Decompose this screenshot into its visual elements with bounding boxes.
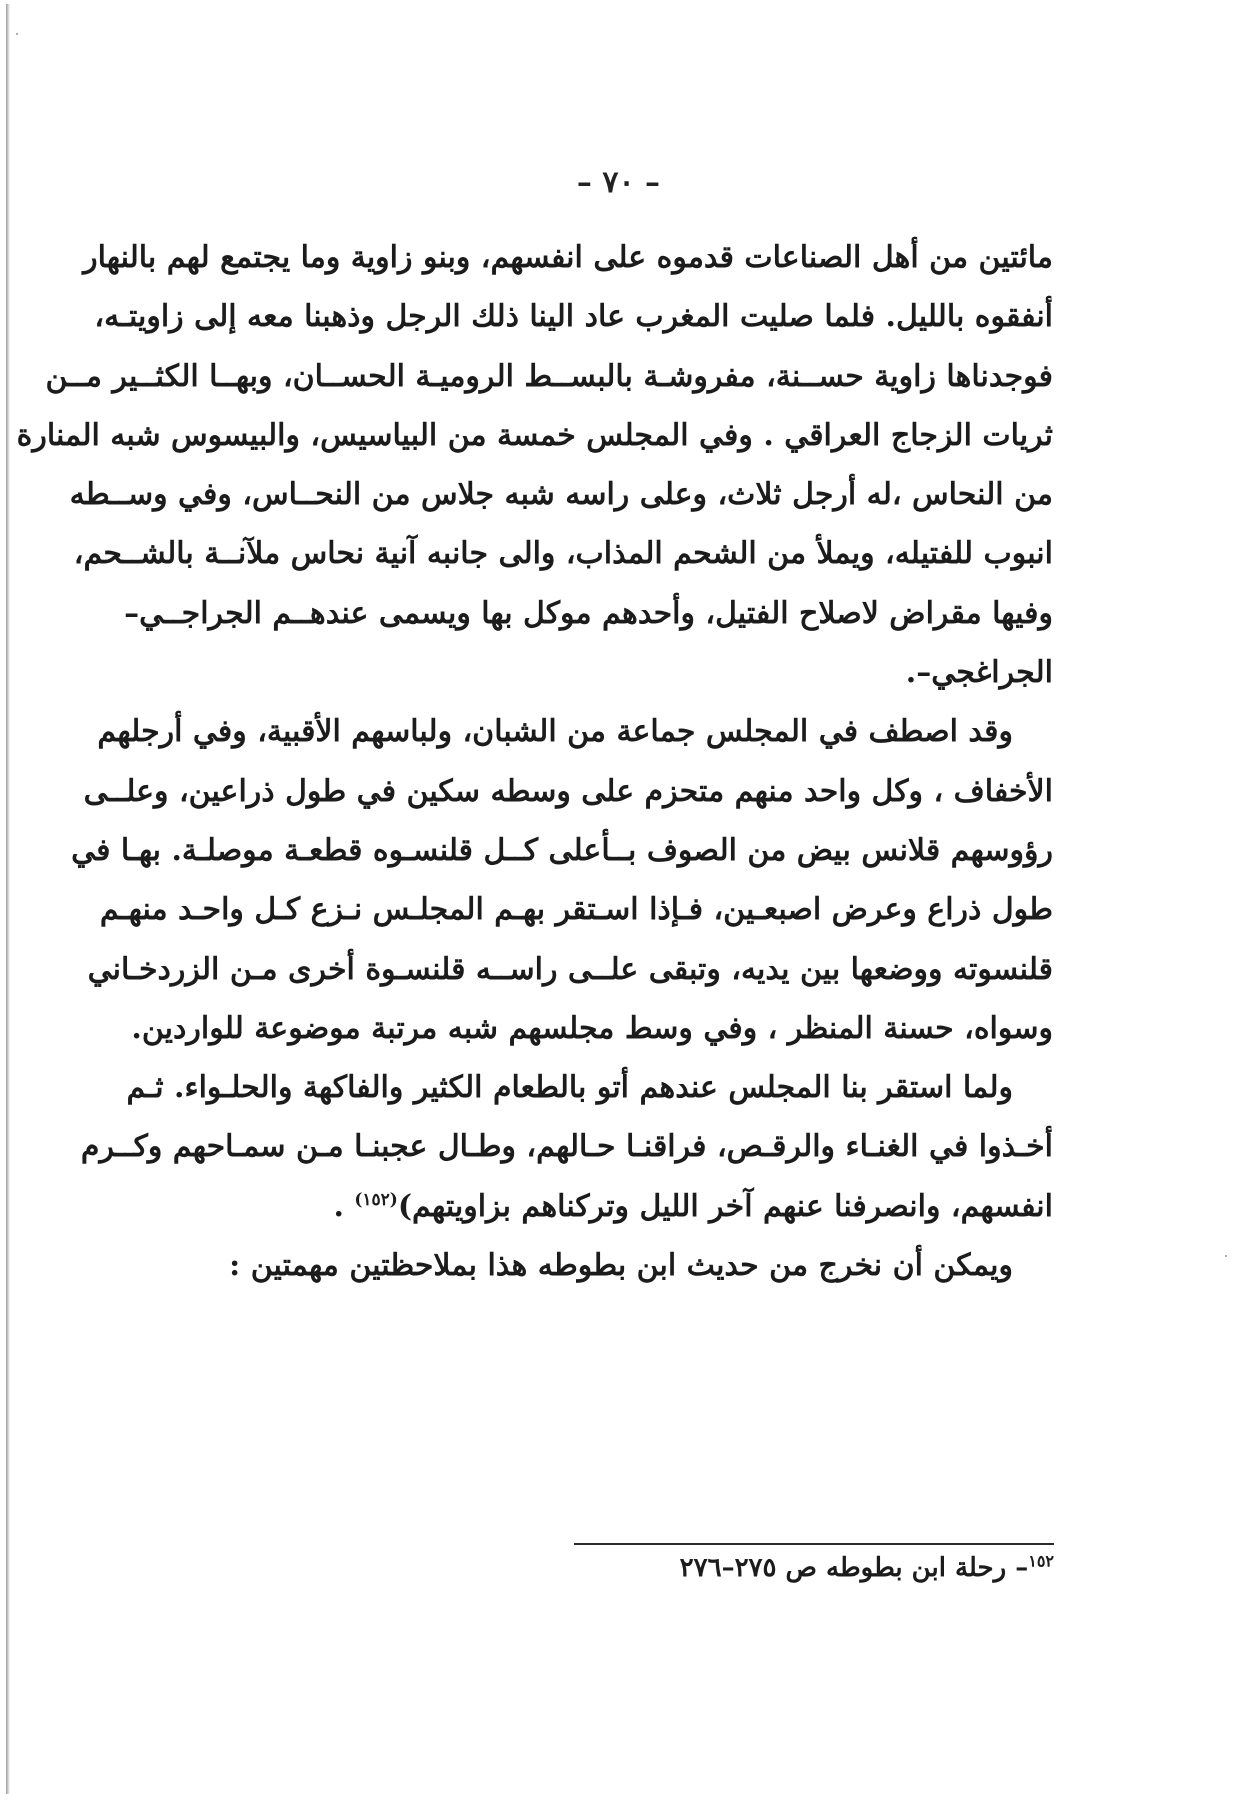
text-line: مائتين من أهل الصناعات قدموه على انفسهم، وبنو زاوية وما يجتمع لهم بالنهار xyxy=(83,240,1053,275)
text-line: وفيها مقراض لاصلاح الفتيل، وأحدهم موكل بها ويسمى عندهــم الجراجــي– xyxy=(124,595,1053,631)
footnote-separator xyxy=(574,1543,1054,1545)
text-line: وقد اصطف في المجلس جماعة من الشبان، ولباسهم الأقبية، وفي أرجلهم xyxy=(97,714,1013,750)
footnote-text: – رحلة ابن بطوطه ص ٢٧٥–٢٧٦ xyxy=(679,1553,1029,1583)
text-line: أنفقوه بالليل. فلما صليت المغرب عاد الينا ذلك الرجل وذهبنا معه إلى زاويتـه، xyxy=(94,299,1053,335)
text-line: ثريات الزجاج العراقي . وفي المجلس خمسة من البياسيس، والبيسوس شبه المنارة xyxy=(16,417,1053,453)
scan-speck xyxy=(16,33,18,35)
scanned-page-edge xyxy=(6,4,10,1794)
text-line: رؤوسهم قلانس بيض من الصوف بــأعلى كــل قلنسـوه قطعـة موصلـة. بهـا في xyxy=(71,832,1053,868)
footnote-reference: (١٥٢) xyxy=(354,1189,398,1210)
text-line: فوجدناها زاوية حســنة، مفروشـة بالبســط الروميـة الحســان، وبهــا الكثــير مــن xyxy=(45,358,1053,394)
page-number: – ٧٠ – xyxy=(576,165,661,200)
text-line: أخـذوا في الغنـاء والرقـص، فراقنـا حـالهم، وطـال عجبنـا مـن سمـاحهم وكــرم xyxy=(80,1129,1053,1165)
footnote-marker: ١٥٢ xyxy=(1028,1551,1054,1571)
footnote xyxy=(560,1553,1054,1583)
text-line: انفسهم، وانصرفنا عنهم آخر الليل وتركناهم بزاويتهم)$^{(١٥٢)}$ . xyxy=(333,1188,1053,1224)
text-line: الجراغجي–. xyxy=(905,655,1053,691)
text-line: وسواه، حسنة المنظر ، وفي وسط مجلسهم شبه مرتبة موضوعة للواردين. xyxy=(131,1010,1053,1046)
text-line: الأخفاف ، وكل واحد منهم متحزم على وسطه سكين في طول ذراعين، وعلــى xyxy=(83,773,1053,809)
text-line: من النحاس ،له أرجل ثلاث، وعلى راسه شبه جلاس من النحــاس، وفي وســطه xyxy=(69,477,1053,513)
scan-speck xyxy=(1225,1255,1227,1257)
body-text xyxy=(16,228,1053,1295)
text-line: انبوب للفتيله، ويملأ من الشحم المذاب، والى جانبه آنية نحاس ملآنــة بالشــحم، xyxy=(73,536,1053,572)
text-line: طول ذراع وعرض اصبعـين، فـإذا اسـتقر بهـم المجلـس نـزع كـل واحـد منهـم xyxy=(99,892,1053,928)
text-line: ويمكن أن نخرج من حديث ابن بطوطه هذا بملاحظتين مهمتين : xyxy=(229,1248,1013,1284)
text-line: ولما استقر بنا المجلس عندهم أتو بالطعام الكثير والفاكهة والحلـواء. ثـم xyxy=(126,1070,1013,1106)
text-line: قلنسوته ووضعها بين يديه، وتبقى علــى راســه قلنسـوة أخرى مـن الزردخـاني xyxy=(87,951,1053,987)
